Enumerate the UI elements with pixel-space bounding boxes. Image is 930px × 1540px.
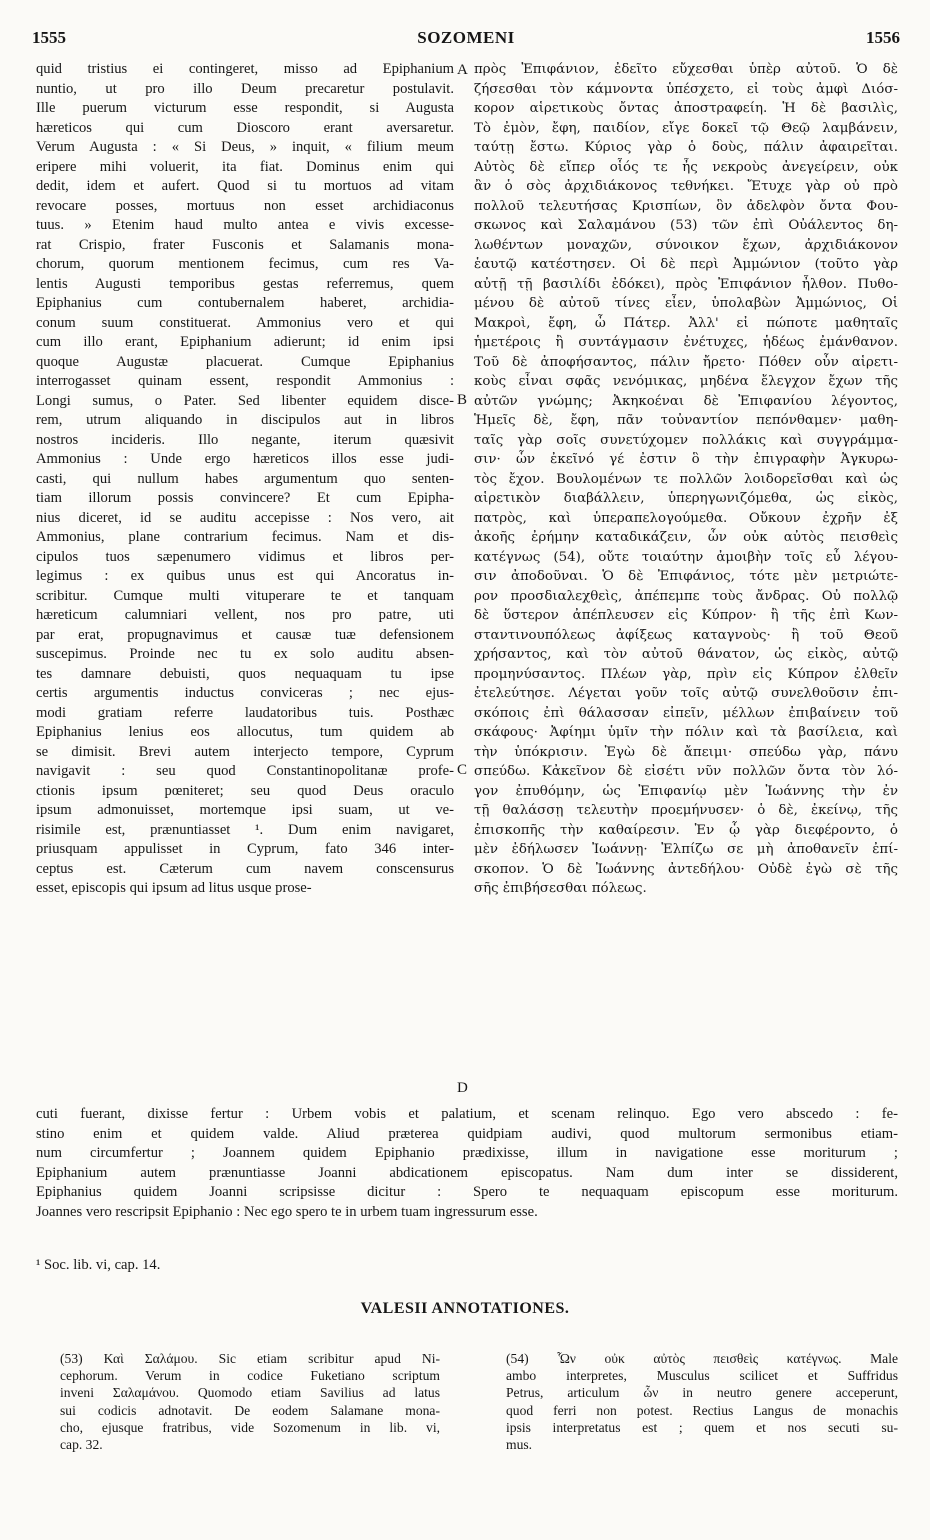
annotation-line: (54) Ὧν οὐκ αὐτὸς πεισθεὶς κατέγνως. Male	[506, 1351, 898, 1366]
body-line: Joannes vero rescripsit Epiphanio : Nec ego spero te in urbem tuam ingressurum esse.	[36, 1203, 538, 1220]
footnote: ¹ Soc. lib. vi, cap. 14.	[36, 1257, 161, 1273]
annotation-line: cho, ejusque fratribus, vide Sozomenum in lib. vi,	[60, 1419, 440, 1435]
latin-line: tiam illorum possis convincere? Et cum Epipha-	[36, 490, 454, 506]
latin-line: Epiphanius lenius eos allocutus, tum quidem ab	[36, 724, 454, 740]
page-number-right: 1556	[866, 28, 900, 47]
greek-line: σκόποις ἐπὶ θάλασσαν εἰπεῖν, μέλλων ἐπιβαίνειν τοῦ	[474, 705, 898, 721]
latin-line: tes damnare debuisti, quos nequaquam tu ipse	[36, 665, 454, 682]
latin-line: priusquam appulisset in Cyprum, fato 346 inter-	[36, 841, 454, 857]
greek-line: ἐπισκοπῆς τὴν καθαίρεσιν. Ἐν ᾧ γὰρ διεφέροντο, ὁ	[474, 822, 898, 838]
annotation-54	[506, 1350, 898, 1453]
annotation-line: inveni Σαλαμάνου. Quomodo etiam Savilius ad latus	[60, 1385, 440, 1401]
latin-line: interrogasset quinam essent, respondit Ammonius :	[36, 373, 454, 389]
greek-line: κορον αἱρετικοὺς ὄντας ἀποστραφείη. Ἡ δὲ βασιλὶς,	[474, 101, 898, 116]
greek-line: αἱρετικὸν διαβάλλειν, ὑπερηγωνιζόμεθα, ὡς εἰκὸς,	[474, 491, 898, 506]
greek-line: Μακροὶ, ἔφη, ὦ Πάτερ. Ἀλλ' εἰ πώποτε μαθηταῖς	[474, 315, 898, 331]
latin-line: Verum Augusta : « Si Deus, » inquit, « filium meum	[36, 139, 454, 155]
latin-line: Ille puerum victurum esse respondit, si Augusta	[36, 100, 454, 116]
greek-line: σταντινουπόλεως ἀφίξεως καταγνοὺς· ἢ τοῦ Θεοῦ	[474, 627, 898, 643]
greek-line: ρον προσδιαλεχθεὶς, ἀπέπεμπε τοὺς ἄνδρας. Οὐ πολλῷ	[474, 588, 898, 604]
latin-line: se dimisit. Brevi autem interjecto tempore, Cyprum	[36, 743, 454, 760]
greek-line: Ἡμεῖς δὲ, ἔφη, πᾶν τοὐναντίον πεπόνθαμεν· μαθη-	[474, 413, 898, 428]
greek-line: γον ἐπυθόμην, ὡς Ἐπιφανίῳ μὲν Ἰωάννης τὴν ἐν	[474, 783, 898, 799]
latin-line: esset, episcopis qui ipsum ad litus usque prose-	[36, 880, 312, 896]
latin-line: tuus. » Etenim haud multo antea e vivis excesse-	[36, 217, 454, 233]
annotation-line: (53) Καὶ Σαλάμου. Sic etiam scribitur apud Ni-	[60, 1351, 440, 1366]
greek-line: σκωνος καὶ Σαλαμάνου (53) τῶν ἐπὶ Οὐάλεντος δη-	[474, 218, 898, 233]
greek-line: ἂν ὁ σὸς ἀρχιδιάκονος τεθνήκει. Ἔτυχε γὰρ οὐ πρὸ	[474, 179, 898, 194]
latin-line: navigavit : seu quod Constantinopolitanæ profe-	[36, 763, 454, 779]
greek-line: ἐτελεύτησε. Λέγεται γοῦν τοῖς αὐτῷ συνελθοῦσιν ἐπι-	[474, 686, 898, 701]
greek-line: τὴν ὑπόκρισιν. Ἐγὼ δὲ ἄπειμι· σπεύδω γὰρ, πάνυ	[474, 744, 898, 760]
body-line: stino enim et quidem valde. Aliud præterea quidpiam audivi, quod multorum sermonibus etiam-	[36, 1125, 898, 1142]
latin-line: ipsum admonuisset, mortemque ipsi suam, ut ve-	[36, 802, 454, 818]
body-line: num circumfertur ; Joannem quidem Epiphanio prædixisse, illum in navigatione esse moriturum ;	[36, 1145, 898, 1161]
latin-line: nostros incideris. Illo negante, iterum quæsivit	[36, 431, 454, 448]
greek-line: ἡμετέροις ἢ συντάγμασιν ἐνέτυχες, ἡδέως ἐμάνθανον.	[474, 335, 898, 350]
full-width-text	[36, 1105, 898, 1222]
greek-line: ταύτῃ ἔστω. Κύριος γὰρ ὁ δοὺς, πάλιν ἀφαιρεῖται.	[474, 140, 898, 155]
greek-line: σκοπον. Ὁ δὲ Ἰωάννης ἀντεδήλου· Οὐδὲ ἐγὼ σὲ τῆς	[474, 861, 898, 877]
latin-line: Longi sumus, o Pater. Sed libenter equidem disce-	[36, 392, 454, 409]
annotation-line: ipsis interpretatus est ; quem et nos secuti su-	[506, 1419, 898, 1435]
section-marker-a: A	[457, 62, 468, 78]
greek-line: δὲ ὕστερον ἀπέπλευσεν εἰς Κύπρον· ἢ τῆς ἐπὶ Κων-	[474, 608, 898, 623]
latin-line: risimile est, prænuntiasset ¹. Dum enim navigaret,	[36, 821, 454, 838]
running-title: SOZOMENI	[417, 28, 515, 47]
greek-line: Τὸ ἐμὸν, ἔφη, παιδίον, εἴγε δοκεῖ τῷ Θεῷ λαμβάνειν,	[474, 120, 898, 136]
latin-line: scribitur. Cumque multi vituperare te et tanquam	[36, 587, 454, 604]
latin-line: lentis Augusti temporibus gestas referremus, quem	[36, 275, 454, 292]
annotation-line: sui codicis adnotavit. De eodem Salamane mona-	[60, 1402, 440, 1418]
latin-line: par erat, propugnavimus et causæ tuæ defensionem	[36, 626, 454, 643]
greek-line: σιν· ὧν ἐκεῖνό γέ ἐστιν ὃ τὴν ἐπιγραφὴν Ἀγκυρω-	[474, 452, 898, 467]
greek-line: Αὐτὸς δὲ εἴπερ οἷός τε ἦς νεκροὺς ἀνεγείρειν, οὐκ	[474, 159, 898, 175]
section-marker-d: D	[457, 1080, 468, 1096]
greek-line: σῆς ἐπιβήσεσθαι πόλεως.	[474, 881, 647, 896]
section-marker-b: B	[457, 392, 468, 408]
greek-line: αὐτῇ τῇ βασιλίδι ἐδόκει), πρὸς Ἐπιφάνιον ἦλθον. Πυθο-	[474, 276, 898, 292]
latin-line: eripere mihi voluerit, ita fiat. Dominus enim qui	[36, 158, 454, 175]
body-line: Epiphanius quidem Joanni scripsisse dicitur : Spero te nequaquam episcopum esse moriturum.	[36, 1184, 898, 1200]
latin-line: nius diceret, id se auditu accepisse : Nos vero, ait	[36, 509, 454, 526]
greek-line: τῇ θαλάσσῃ τελευτὴν προεμήνυσεν· ὁ δὲ, ἐκείνῳ, τῆς	[474, 803, 898, 818]
greek-line: Τοῦ δὲ ἀποφήσαντος, πάλιν ἤρετο· Πόθεν οὖν αἱρετι-	[474, 354, 898, 370]
annotation-53	[60, 1350, 440, 1453]
latin-line: suscepimus. Proinde nec tu ex solo auditu absen-	[36, 646, 454, 662]
latin-line: rat Crispio, frater Fusconis et Salamanis mona-	[36, 236, 454, 253]
latin-line: cum illo erant, Epiphanium adierunt; id enim ipsi	[36, 334, 454, 350]
greek-line: κατέγνως (54), οὔτε τοιαύτην ἀμοιβὴν τοῖς εὖ λέγου-	[474, 549, 898, 565]
greek-line: ταῖς γὰρ σοῖς συνετύχομεν πολλάκις καὶ συγγράμμα-	[474, 432, 898, 448]
latin-line: Epiphanius cum contubernalem haberet, archidia-	[36, 295, 454, 311]
greek-line: σιν ἀποδοῦναι. Ὁ δὲ Ἐπιφάνιος, τότε μὲν μετριώτε-	[474, 569, 898, 584]
body-line: Epiphanium autem prænuntiasse Joanni abdicationem episcopatus. Nam dum inter se dissiderent,	[36, 1164, 898, 1181]
annotation-line: cap. 32.	[60, 1436, 103, 1452]
greek-line: αὐτῶν γνώμης; Ἀκηκοέναι δὲ Ἐπιφανίου λέγοντος,	[474, 393, 898, 409]
latin-line: hæreticum calumniari vellent, nos pro patre, uti	[36, 607, 454, 623]
latin-line: casti, qui nullum habes argumentum quo senten-	[36, 470, 454, 487]
greek-line: μὲν ἐδήλωσεν Ἰωάννῃ· Ἐλπίζω σε μὴ ἀποθανεῖν ἐπί-	[474, 842, 898, 857]
greek-line: χρήσαντος, καὶ τὸν αὐτοῦ θάνατον, ὡς εἰκὸς, αὐτῷ	[474, 647, 898, 662]
latin-line: dedit, idem et aufert. Quod si tu mortuos ad vitam	[36, 178, 454, 194]
page-header	[32, 28, 900, 58]
greek-line: πατρὸς, καὶ ὑπεραπελογούμεθα. Οὔκουν ἐχρῆν ἐξ	[474, 510, 898, 526]
latin-line: Ammonius, plane contrarium fecimus. Nam et dis-	[36, 529, 454, 545]
annotations-title: VALESII ANNOTATIONES.	[360, 1300, 570, 1317]
greek-line: μένου δὲ αὐτοῦ τίνες εἶεν, ὑπολαβὼν Ἀμμώνιος, Οἱ	[474, 296, 898, 311]
greek-line: ἀκοῆς ἐρήμην καταδικάζειν, ὧν οὐκ αὐτὸς πεισθεὶς	[474, 530, 898, 545]
greek-line: τὸς ἔχον. Βουλομένων τε πολλῶν λοιδορεῖσθαι καὶ ὡς	[474, 471, 898, 487]
latin-line: revocare posses, mortuus non esset archidiaconus	[36, 197, 454, 214]
latin-line: certis argumentis inductus conviceras ; nec ejus-	[36, 685, 454, 701]
latin-line: modi gratiam referre laudatoribus tuis. Posthæc	[36, 704, 454, 721]
annotation-line: quod ferri non potest. Rectius Langus de monachis	[506, 1402, 898, 1418]
latin-line: conum suum constituerat. Ammonius vero et qui	[36, 314, 454, 331]
latin-line: cipulos tuos sæpenumero vidimus et libros per-	[36, 548, 454, 565]
greek-line: πρὸς Ἐπιφάνιον, ἐδεῖτο εὔχεσθαι ὑπὲρ αὐτοῦ. Ὁ δὲ	[474, 62, 898, 77]
greek-column	[474, 60, 898, 899]
greek-line: ἑαυτῷ κατέστησεν. Οἱ δὲ περὶ Ἀμμώνιον (τοῦτο γὰρ	[474, 257, 898, 272]
latin-line: nuntio, ut pro illo Deum precaretur postulavit.	[36, 80, 454, 97]
greek-line: προμηνύσαντος. Πλέων γὰρ, πρὶν εἰς Κύπρον ἐλθεῖν	[474, 666, 898, 682]
body-line: cuti fuerant, dixisse fertur : Urbem vobis et palatium, et scenam relinquo. Ego vero abscedo : fe-	[36, 1106, 898, 1122]
greek-line: πολλοῦ τελευτήσας Κρισπίων, ὃν ἀδελφὸν ὄντα Φου-	[474, 198, 898, 214]
greek-line: λωθέντων μοναχῶν, σύνοικον ἔχων, ἀρχιδιάκονον	[474, 237, 898, 253]
latin-line: quid tristius ei contingeret, misso ad Epiphanium	[36, 61, 454, 77]
annotation-line: mus.	[506, 1436, 533, 1452]
latin-line: quoque Augustæ placuerat. Cumque Epiphanius	[36, 353, 454, 370]
annotation-line: ambo interpretes, Musculus scilicet et Suffridus	[506, 1368, 898, 1384]
latin-line: Ammonius : Unde ergo hæreticos illos esse judi-	[36, 451, 454, 467]
latin-line: ceptus est. Cæterum cum navem conscensurus	[36, 860, 454, 877]
latin-line: hæreticos qui cum Dioscoro erant aversaretur.	[36, 119, 454, 136]
greek-line: κοὺς εἶναι σφᾶς νενόμικας, μηδένα ἔλεγχον ἔχων τῆς	[474, 374, 898, 389]
greek-line: σπεύδω. Κἀκεῖνον δὲ εἰσέτι νῦν πολλῶν ὄντα τὸν λό-	[474, 764, 898, 779]
latin-column	[36, 60, 454, 899]
latin-line: chorum, quorum mentionem fecimus, cum res Va-	[36, 256, 454, 272]
latin-line: legimus : ex quibus unus est qui Ancoratus in-	[36, 568, 454, 584]
page-number-left: 1555	[32, 28, 66, 47]
annotation-line: Petrus, articulum ὧν in neutro genere acceperunt,	[506, 1385, 898, 1401]
section-marker-c: C	[457, 762, 468, 778]
latin-line: ctionis ipsum pœniteret; seu quod Deus oraculo	[36, 782, 454, 799]
greek-line: ζήσεσθαι τὸν κάμνοντα ὑπέσχετο, εἰ τοὺς ἀμφὶ Διόσ-	[474, 81, 898, 97]
latin-line: rem, utrum aliquando in discipulos aut in libros	[36, 412, 454, 428]
greek-line: σκάφους· Ἀφίημι ὑμῖν τὴν πόλιν καὶ τὰ βασίλεια, καὶ	[474, 725, 898, 740]
annotation-line: cephorum. Verum in codice Fuketiano scriptum	[60, 1368, 440, 1384]
